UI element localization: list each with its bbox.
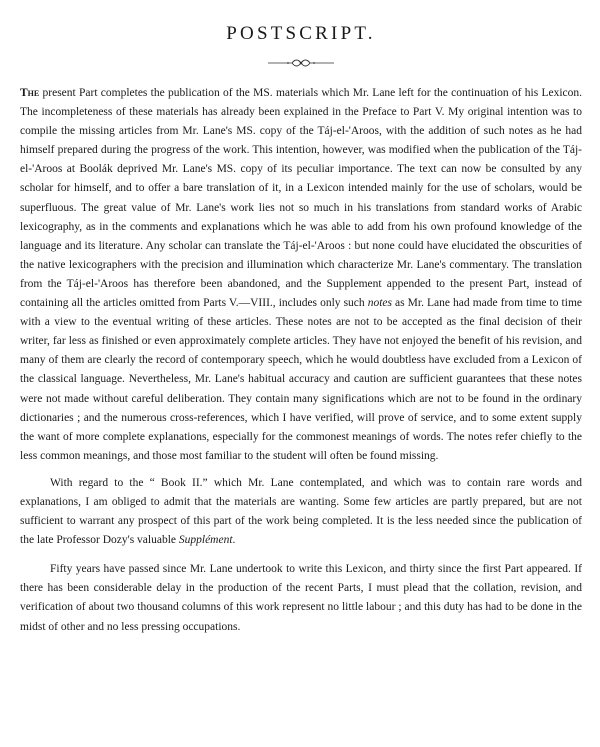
page-title: POSTSCRIPT. [226, 23, 376, 44]
document-page [20, 0, 582, 747]
body-text [20, 84, 582, 637]
text-segment-italic: Supplément [178, 534, 233, 547]
text-segment-italic: notes [367, 297, 392, 310]
paragraph-3 [20, 560, 582, 636]
text-segment: Fifty years have passed since Mr. Lane undertook to write this Lexicon, and thirty since the first Part appeared. If there has been considerable delay in the production of the recent Parts, I must plead that the collation, revision, and verification of about two thousand columns of this work represent no little labour ; and this duty has had to be done in the midst of other and no less pressing occupations. [20, 563, 582, 633]
text-segment: With regard to the “ Book II.” which Mr. Lane contemplated, and which was to contain rare words and explanations, I am obliged to admit that the materials are wanting. Some few articles are partly prepared, but are not sufficient to warrant any prospect of this part of the work being completed. It is the less needed since the publication of the late Professor Dozy's valuable [20, 476, 582, 547]
paragraph-lead-word: The [20, 87, 40, 99]
paragraph-2 [20, 474, 582, 550]
text-segment: . [232, 534, 236, 547]
text-segment: as Mr. Lane had made from time to time with a view to the eventual writing of these articles. These notes are not to be accepted as the final decision of their writer, far less as finished or even approximately complete articles. They have not enjoyed the benefit of his revision, and many of them are clearly the record of contemporary speech, which he would doubtless have excluded from a Lexicon of the classical language. Nevertheless, Mr. Lane's habitual accuracy and caution are sufficient guarantees that these notes were not made without careful deliberation. They contain many significations which are not to be found in the ordinary dictionaries ; and the numerous cross-references, which I have verified, will prove of service, and to some extent supply the want of more complete explanations, especially for the commonest meanings of words. The notes refer chiefly to the less common meanings, and those most familiar to the student will often be found missing. [20, 297, 582, 462]
text-segment: present Part completes the publication of the MS. materials which Mr. Lane left for the continuation of his Lexicon. The incompleteness of these materials has already been explained in the Preface to Part V. My original intention was to compile the missing articles from Mr. Lane's MS. copy of the Táj-el-'Aroos, with the addition of such notes as he had himself prepared during the progress of the work. This intention, however, was modified when the publication of the Táj-el-'Aroos at Boolák deprived Mr. Lane's MS. copy of its peculiar importance. The text can now be consulted by any scholar for himself, and to offer a bare translation of it, in a Lexicon intended mainly for the use of scholars, would be superfluous. The great value of Mr. Lane's work lies not so much in his translations from standard works of Arabic lexicography, as in the comments and explanations which he was able to add from his own profound knowledge of the language and its literature. Any scholar can translate the Táj-el-'Aroos : but none could have elucidated the obscurities of the native lexicographers with the precision and illumination which characterize Mr. Lane's commentary. The translation from the Táj-el-'Aroos has therefore been abandoned, and the Supplement appended to the present Part, instead of containing all the articles omitted from Parts V.—VIII., includes only such [20, 87, 582, 310]
paragraph-1 [20, 84, 582, 466]
ornament-divider [266, 58, 336, 68]
